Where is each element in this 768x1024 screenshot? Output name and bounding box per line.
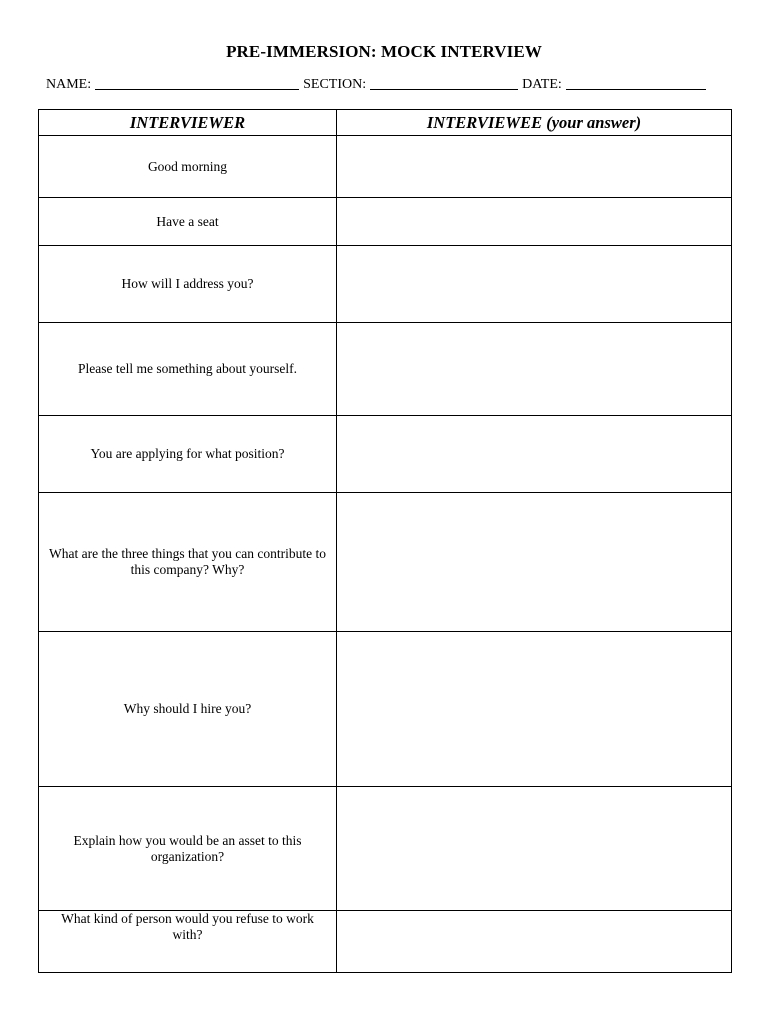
answer-cell[interactable] — [337, 136, 732, 198]
question-cell — [39, 911, 337, 973]
table-row — [39, 323, 732, 416]
student-info-line — [46, 77, 736, 93]
name-blank[interactable] — [95, 88, 299, 90]
interview-table — [38, 109, 732, 973]
question-text: How will I address you? — [121, 276, 254, 291]
table-row — [39, 787, 732, 911]
interviewee-header: INTERVIEWEE (your answer) — [337, 110, 732, 136]
question-cell — [39, 787, 337, 911]
answer-cell[interactable] — [337, 787, 732, 911]
answer-cell[interactable] — [337, 493, 732, 632]
table-header-row — [39, 110, 732, 136]
name-label: NAME: — [46, 77, 92, 92]
question-cell — [39, 246, 337, 323]
question-text: What kind of person would you refuse to work with? — [61, 911, 314, 942]
question-cell — [39, 136, 337, 198]
question-text: Why should I hire you? — [123, 701, 252, 716]
table-row — [39, 198, 732, 246]
question-text: Explain how you would be an asset to this organization? — [73, 832, 302, 864]
question-text: What are the three things that you can contribute to this company? Why? — [48, 546, 327, 577]
question-text: Please tell me something about yourself. — [78, 361, 297, 376]
section-label: SECTION: — [303, 77, 367, 92]
question-cell — [39, 323, 337, 416]
answer-cell[interactable] — [337, 246, 732, 323]
table-row — [39, 416, 732, 493]
question-cell — [39, 632, 337, 787]
answer-cell[interactable] — [337, 198, 732, 246]
page-title: PRE-IMMERSION: MOCK INTERVIEW — [226, 42, 542, 61]
question-cell — [39, 416, 337, 493]
table-row — [39, 136, 732, 198]
table-row — [39, 632, 732, 787]
date-label: DATE: — [522, 77, 562, 92]
question-text: Good morning — [147, 158, 228, 174]
answer-cell[interactable] — [337, 632, 732, 787]
date-blank[interactable] — [566, 88, 706, 90]
answer-cell[interactable] — [337, 323, 732, 416]
interviewer-header: INTERVIEWER — [39, 110, 337, 136]
table-row — [39, 246, 732, 323]
question-cell — [39, 493, 337, 632]
question-cell — [39, 198, 337, 246]
table-row — [39, 911, 732, 973]
answer-cell[interactable] — [337, 911, 732, 973]
section-blank[interactable] — [370, 88, 518, 90]
answer-cell[interactable] — [337, 416, 732, 493]
question-text: Have a seat — [156, 213, 219, 229]
question-text: You are applying for what position? — [90, 446, 285, 461]
table-row — [39, 493, 732, 632]
